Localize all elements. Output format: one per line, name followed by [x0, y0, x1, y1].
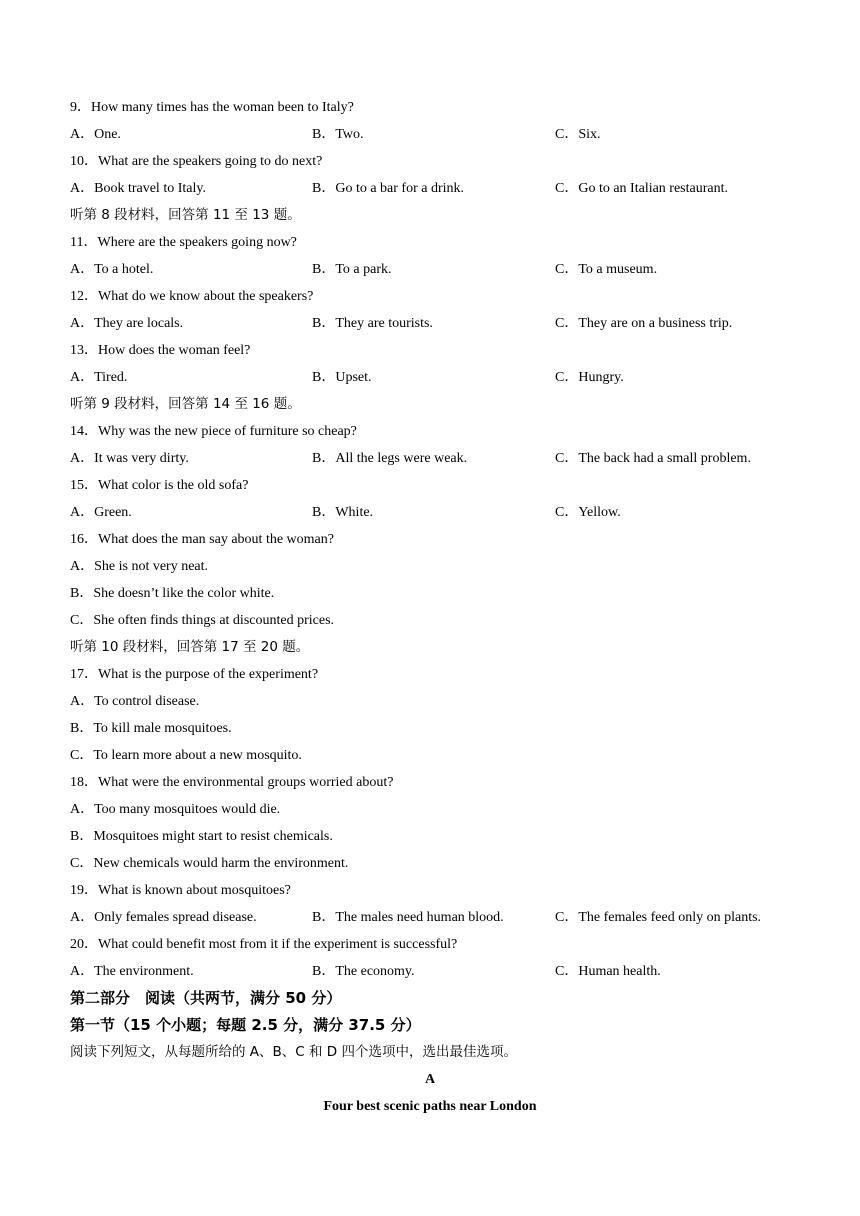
option-b: B．The males need human blood. — [312, 910, 504, 925]
question-16: 16．What does the man say about the woman? — [70, 532, 334, 547]
question-14: 14．Why was the new piece of furniture so cheap? — [70, 424, 357, 439]
part-two-heading: 第二部分 阅读（共两节，满分 50 分） — [70, 989, 342, 1007]
option-a: A．Only females spread disease. — [70, 910, 257, 925]
question-9: 9．How many times has the woman been to Italy? — [70, 100, 354, 115]
passage-title: Four best scenic paths near London — [323, 1099, 537, 1114]
option-b: B．To kill male mosquitoes. — [70, 721, 232, 736]
options-19 — [70, 904, 790, 931]
option-a: A．It was very dirty. — [70, 451, 189, 466]
option-b: B．They are tourists. — [312, 316, 433, 331]
option-c: C．She often finds things at discounted prices. — [70, 613, 335, 628]
options-10 — [70, 175, 790, 202]
options-15 — [70, 499, 790, 526]
option-a: A．The environment. — [70, 964, 194, 979]
question-10: 10．What are the speakers going to do next? — [70, 154, 323, 169]
option-a: A．Book travel to Italy. — [70, 181, 206, 196]
question-19: 19．What is known about mosquitoes? — [70, 883, 291, 898]
option-b: B．To a park. — [312, 262, 392, 277]
option-c: C．To a museum. — [555, 262, 658, 277]
section-one-heading: 第一节（15 个小题；每题 2.5 分，满分 37.5 分） — [70, 1016, 421, 1034]
option-c: C．Go to an Italian restaurant. — [555, 181, 729, 196]
option-a: A．Green. — [70, 505, 132, 520]
option-c: C．New chemicals would harm the environment. — [70, 856, 349, 871]
options-12 — [70, 310, 790, 337]
option-b: B．Mosquitoes might start to resist chemicals. — [70, 829, 333, 844]
option-a: A．One. — [70, 127, 121, 142]
instruction-section-8: 听第 8 段材料，回答第 11 至 13 题。 — [70, 207, 301, 223]
option-c: C．To learn more about a new mosquito. — [70, 748, 302, 763]
option-b: B．Two. — [312, 127, 364, 142]
options-14 — [70, 445, 790, 472]
options-13 — [70, 364, 790, 391]
option-a: A．They are locals. — [70, 316, 184, 331]
option-a: A．Too many mosquitoes would die. — [70, 802, 281, 817]
option-c: C．Human health. — [555, 964, 661, 979]
option-c: C．The females feed only on plants. — [555, 910, 762, 925]
options-11 — [70, 256, 790, 283]
instruction-section-9: 听第 9 段材料，回答第 14 至 16 题。 — [70, 396, 301, 412]
options-9 — [70, 121, 790, 148]
option-b: B．All the legs were weak. — [312, 451, 468, 466]
question-15: 15．What color is the old sofa? — [70, 478, 249, 493]
question-11: 11．Where are the speakers going now? — [70, 235, 297, 250]
question-12: 12．What do we know about the speakers? — [70, 289, 314, 304]
option-b: B．Upset. — [312, 370, 372, 385]
option-a: A．She is not very neat. — [70, 559, 209, 574]
option-c: C．The back had a small problem. — [555, 451, 751, 466]
question-20: 20．What could benefit most from it if the experiment is successful? — [70, 937, 458, 952]
option-c: C．They are on a business trip. — [555, 316, 733, 331]
options-20 — [70, 958, 790, 985]
option-b: B．Go to a bar for a drink. — [312, 181, 465, 196]
option-a: A．To a hotel. — [70, 262, 154, 277]
option-b: B．White. — [312, 505, 374, 520]
option-a: A．To control disease. — [70, 694, 200, 709]
page-content — [70, 94, 790, 1120]
option-a: A．Tired. — [70, 370, 128, 385]
question-18: 18．What were the environmental groups worried about? — [70, 775, 394, 790]
option-c: C．Six. — [555, 127, 601, 142]
reading-instruction: 阅读下列短文，从每题所给的 A、B、C 和 D 四个选项中，选出最佳选项。 — [70, 1044, 517, 1060]
instruction-section-10: 听第 10 段材料，回答第 17 至 20 题。 — [70, 639, 310, 655]
option-b: B．She doesn’t like the color white. — [70, 586, 275, 601]
option-c: C．Yellow. — [555, 505, 621, 520]
option-c: C．Hungry. — [555, 370, 624, 385]
question-13: 13．How does the woman feel? — [70, 343, 251, 358]
question-17: 17．What is the purpose of the experiment? — [70, 667, 319, 682]
passage-label: A — [424, 1072, 436, 1087]
option-b: B．The economy. — [312, 964, 415, 979]
